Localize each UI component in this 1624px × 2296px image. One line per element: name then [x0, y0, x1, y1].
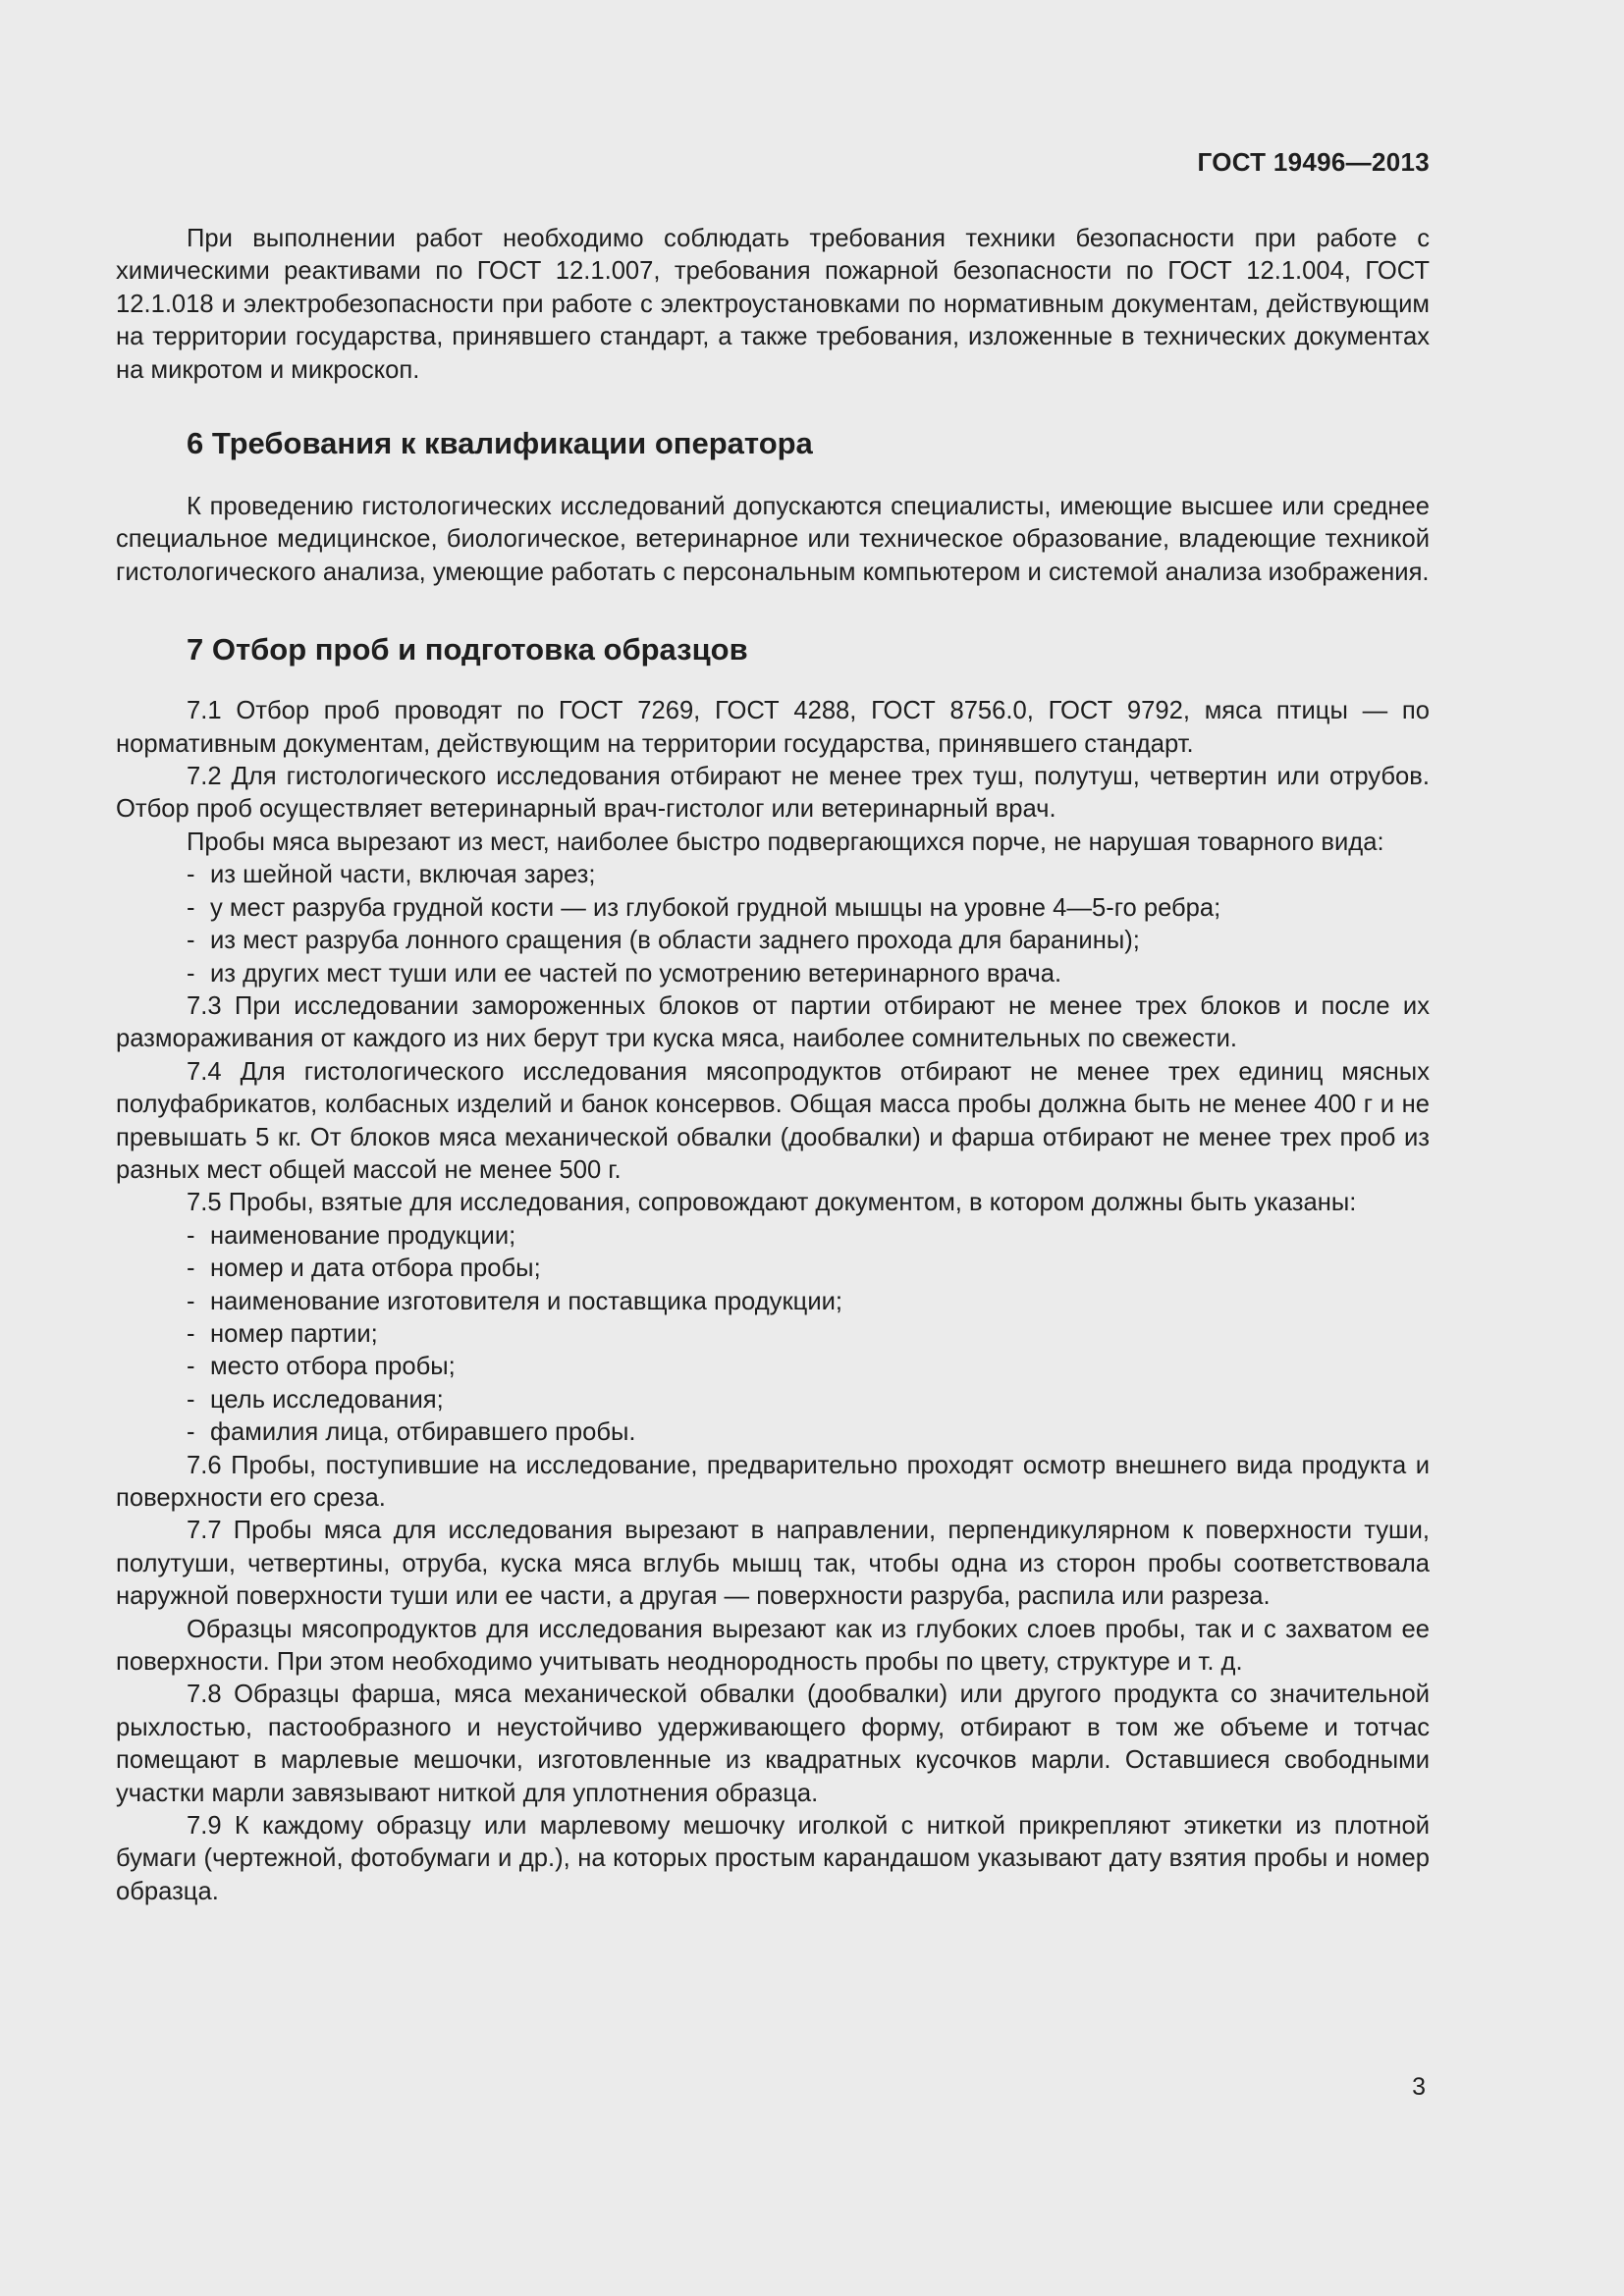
list-item: - фамилия лица, отбиравшего пробы. — [116, 1416, 1430, 1449]
list-item: - номер и дата отбора пробы; — [116, 1253, 1430, 1285]
clause-7-7-continued: Образцы мясопродуктов для исследования вырезают как из глубоких слоев пробы, так и с захватом ее поверхности. При этом необходимо учитывать неоднородность пробы по цвету, структуре и т. д. — [116, 1615, 1430, 1677]
page-number: 3 — [1412, 2073, 1426, 2101]
clause-7-7: 7.7 Пробы мяса для исследования вырезают в направлении, перпендикулярном к поверхности туши, полутуши, четвертины, отруба, куска мяса вглубь мышц так, чтобы одна из сторон пробы соответствовала наружной поверхности туши или ее части, а другая — поверхности разруба, распила или разреза. — [116, 1517, 1430, 1611]
section-6-heading: 6 Требования к квалификации оператора — [187, 426, 813, 461]
clause-7-6: 7.6 Пробы, поступившие на исследование, предварительно проходят осмотр внешнего вида продукта и поверхности его среза. — [116, 1451, 1430, 1512]
clause-7-9: 7.9 К каждому образцу или марлевому мешочку иголкой с ниткой прикрепляют этикетки из плотной бумаги (чертежной, фотобумаги и др.), на которых простым карандашом указывают дату взятия пробы и номер образца. — [116, 1812, 1430, 1905]
list-marker: - — [187, 1255, 195, 1283]
list-marker: - — [187, 959, 195, 988]
list-item: - наименование изготовителя и поставщика продукции; — [116, 1286, 1430, 1318]
section-7-heading: 7 Отбор проб и подготовка образцов — [187, 632, 748, 667]
document-body — [116, 223, 1430, 1908]
intro-paragraph: При выполнении работ необходимо соблюдать требования техники безопасности при работе с химическими реактивами по ГОСТ 12.1.007, требования пожарной безопасности по ГОСТ 12.1.004, ГОСТ 12.1.018 и электробезопасности при работе с электроустановками по нормативным документам, действующим на территории государства, принявшего стандарт, а также требования, изложенные в технических документах на микротом и микроскоп. — [116, 225, 1430, 384]
clause-7-1: 7.1 Отбор проб проводят по ГОСТ 7269, ГОСТ 4288, ГОСТ 8756.0, ГОСТ 9792, мяса птицы — по нормативным документам, действующим на территории государства, принявшего стандарт. — [116, 697, 1430, 758]
list-item: - у мест разруба грудной кости — из глубокой грудной мышцы на уровне 4—5-го ребра; — [116, 892, 1430, 925]
list-item: - место отбора пробы; — [116, 1351, 1430, 1383]
clause-7-4: 7.4 Для гистологического исследования мясопродуктов отбирают не менее трех единиц мясных полуфабрикатов, колбасных изделий и банок консервов. Общая масса пробы должна быть не менее 400 г и не превышать 5 кг. От блоков мяса механической обвалки (дообвалки) и фарша отбирают не менее трех проб из разных мест общей массой не менее 500 г. — [116, 1057, 1430, 1184]
document-code: ГОСТ 19496—2013 — [1197, 147, 1430, 177]
clause-7-3: 7.3 При исследовании замороженных блоков от партии отбирают не менее трех блоков и после их размораживания от каждого из них берут три куска мяса, наиболее сомнительных по свежести. — [116, 991, 1430, 1053]
list-item: - наименование продукции; — [116, 1220, 1430, 1253]
list-marker: - — [187, 1287, 195, 1315]
list-marker: - — [187, 861, 195, 889]
list-item: - из мест разруба лонного сращения (в области заднего прохода для баранины); — [116, 925, 1430, 957]
section-6-paragraph: К проведению гистологических исследований допускаются специалисты, имеющие высшее или среднее специальное медицинское, биологическое, ветеринарное или техническое образование, владеющие техникой гистологического анализа, умеющие работать с персональным компьютером и системой анализа изображения. — [116, 493, 1430, 586]
list-marker: - — [187, 1385, 195, 1414]
list-marker: - — [187, 1418, 195, 1447]
list-item: - из других мест туши или ее частей по усмотрению ветеринарного врача. — [116, 958, 1430, 990]
list-marker: - — [187, 893, 195, 922]
list-marker: - — [187, 1353, 195, 1381]
clause-7-2-continued: Пробы мяса вырезают из мест, наиболее быстро подвергающихся порче, не нарушая товарного вида: — [187, 828, 1384, 856]
clause-7-5: 7.5 Пробы, взятые для исследования, сопровождают документом, в котором должны быть указаны: — [187, 1189, 1357, 1217]
list-marker: - — [187, 1221, 195, 1250]
list-item: - цель исследования; — [116, 1384, 1430, 1416]
clause-7-8: 7.8 Образцы фарша, мяса механической обвалки (дообвалки) или другого продукта со значительной рыхлостью, пастообразного и неустойчиво удерживающего форму, отбирают в том же объеме и тотчас помещают в марлевые мешочки, изготовленные из квадратных кусочков марли. Оставшиеся свободными участки марли завязывают ниткой для уплотнения образца. — [116, 1681, 1430, 1807]
clause-7-2: 7.2 Для гистологического исследования отбирают не менее трех туш, полутуш, четвертин или отрубов. Отбор проб осуществляет ветеринарный врач-гистолог или ветеринарный врач. — [116, 763, 1430, 824]
list-marker: - — [187, 1319, 195, 1348]
list-marker: - — [187, 927, 195, 955]
list-item: - из шейной части, включая зарез; — [116, 859, 1430, 891]
list-item: - номер партии; — [116, 1318, 1430, 1351]
